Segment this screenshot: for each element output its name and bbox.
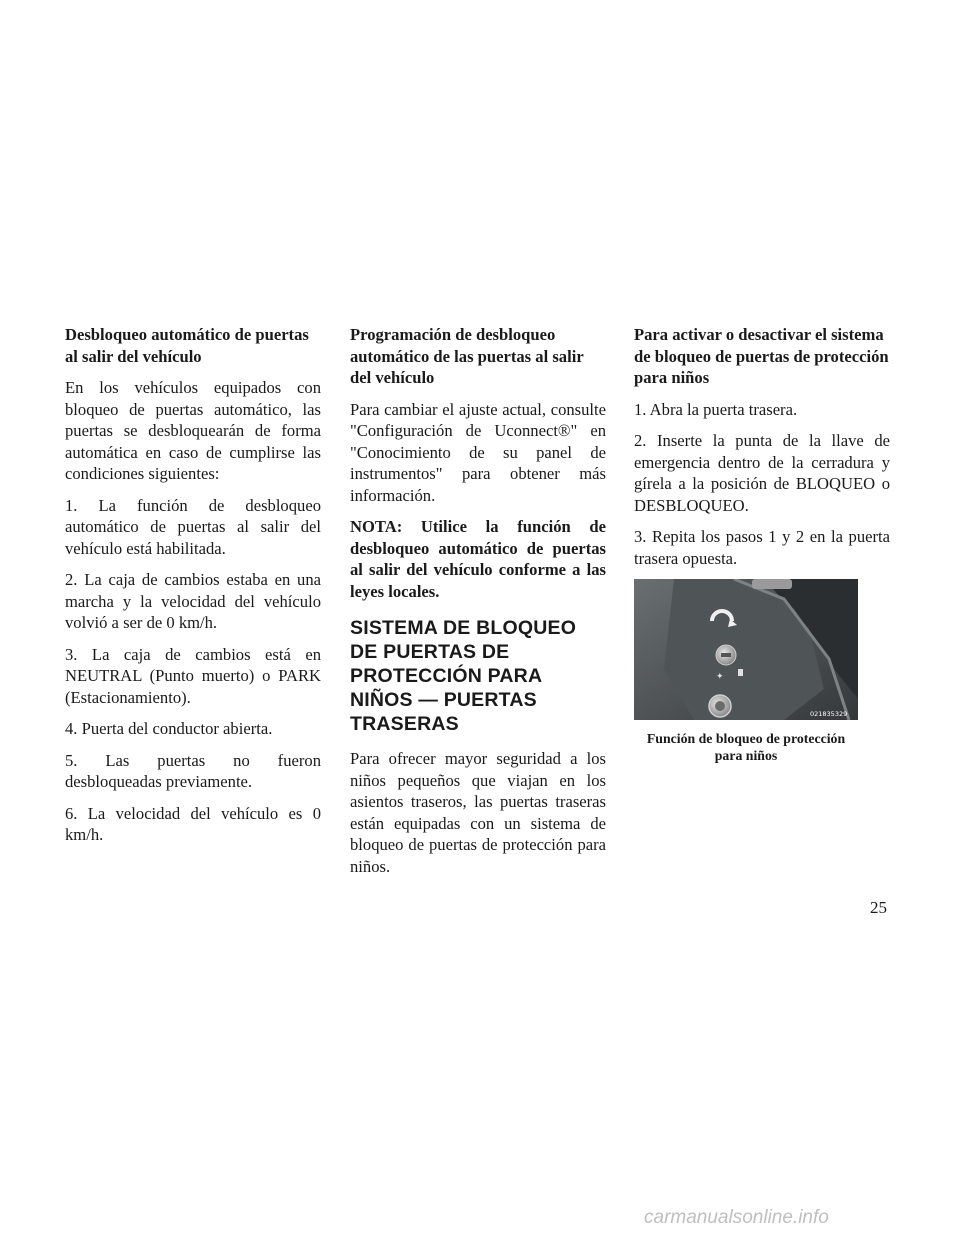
step-item: 1. Abra la puerta trasera.: [634, 399, 798, 419]
figure-code: 021835329: [810, 710, 848, 718]
heading-activate: Para activar o desactivar el sistema de bloqueo de puertas de protección para niños: [634, 325, 889, 387]
list-item: 3. La caja de cambios está en NEUTRAL (Punto muerto) o PARK (Estacionamiento).: [65, 644, 321, 707]
section-paragraph: Para ofrecer mayor seguridad a los niños pequeños que viajan en los asientos traseros, las puertas traseras están equipadas con un sistema de bloqueo de puertas de protección para niños.: [350, 749, 606, 876]
svg-text:✦: ✦: [716, 672, 724, 682]
step-item: 2. Inserte la punta de la llave de emergencia dentro de la cerradura y gírela a la posición de BLOQUEO o DESBLOQUEO.: [634, 431, 890, 515]
list-item: 6. La velocidad del vehículo es 0 km/h.: [65, 803, 321, 844]
list-item: 1. La función de desbloqueo automático de puertas al salir del vehículo está habilitada.: [65, 495, 321, 558]
column-left: [65, 324, 321, 856]
column-right: [634, 324, 890, 764]
step-item: 3. Repita los pasos 1 y 2 en la puerta trasera opuesta.: [634, 527, 890, 568]
page-number: 25: [870, 898, 887, 917]
heading-programming: Programación de desbloqueo automático de las puertas al salir del vehículo: [350, 325, 584, 387]
list-item: 5. Las puertas no fueron desbloqueadas previamente.: [65, 750, 321, 791]
heading-auto-unlock: Desbloqueo automático de puertas al salir del vehículo: [65, 325, 309, 366]
door-lock-illustration: [634, 579, 858, 720]
figure-caption: Función de bloqueo de protección para niños: [646, 731, 846, 763]
intro-paragraph: En los vehículos equipados con bloqueo de puertas automático, las puertas se desbloquearán de forma automática en caso de cumplirse las condiciones siguientes:: [65, 378, 321, 483]
column-middle: [350, 324, 606, 887]
child-lock-figure: [634, 579, 858, 720]
programming-paragraph: Para cambiar el ajuste actual, consulte "Configuración de Uconnect®" en "Conocimiento de su panel de instrumentos" para obtener más información.: [350, 399, 606, 505]
list-item: 2. La caja de cambios estaba en una marcha y la velocidad del vehículo volvió a ser de 0 km/h.: [65, 570, 321, 632]
section-title: SISTEMA DE BLOQUEO DE PUERTAS DE PROTECCIÓN PARA NIÑOS — PUERTAS TRASERAS: [350, 617, 577, 735]
watermark: carmanualsonline.info: [644, 1207, 829, 1228]
note-paragraph: NOTA: Utilice la función de desbloqueo automático de puertas al salir del vehículo conforme a las leyes locales.: [350, 517, 606, 601]
list-item: 4. Puerta del conductor abierta.: [65, 719, 273, 738]
